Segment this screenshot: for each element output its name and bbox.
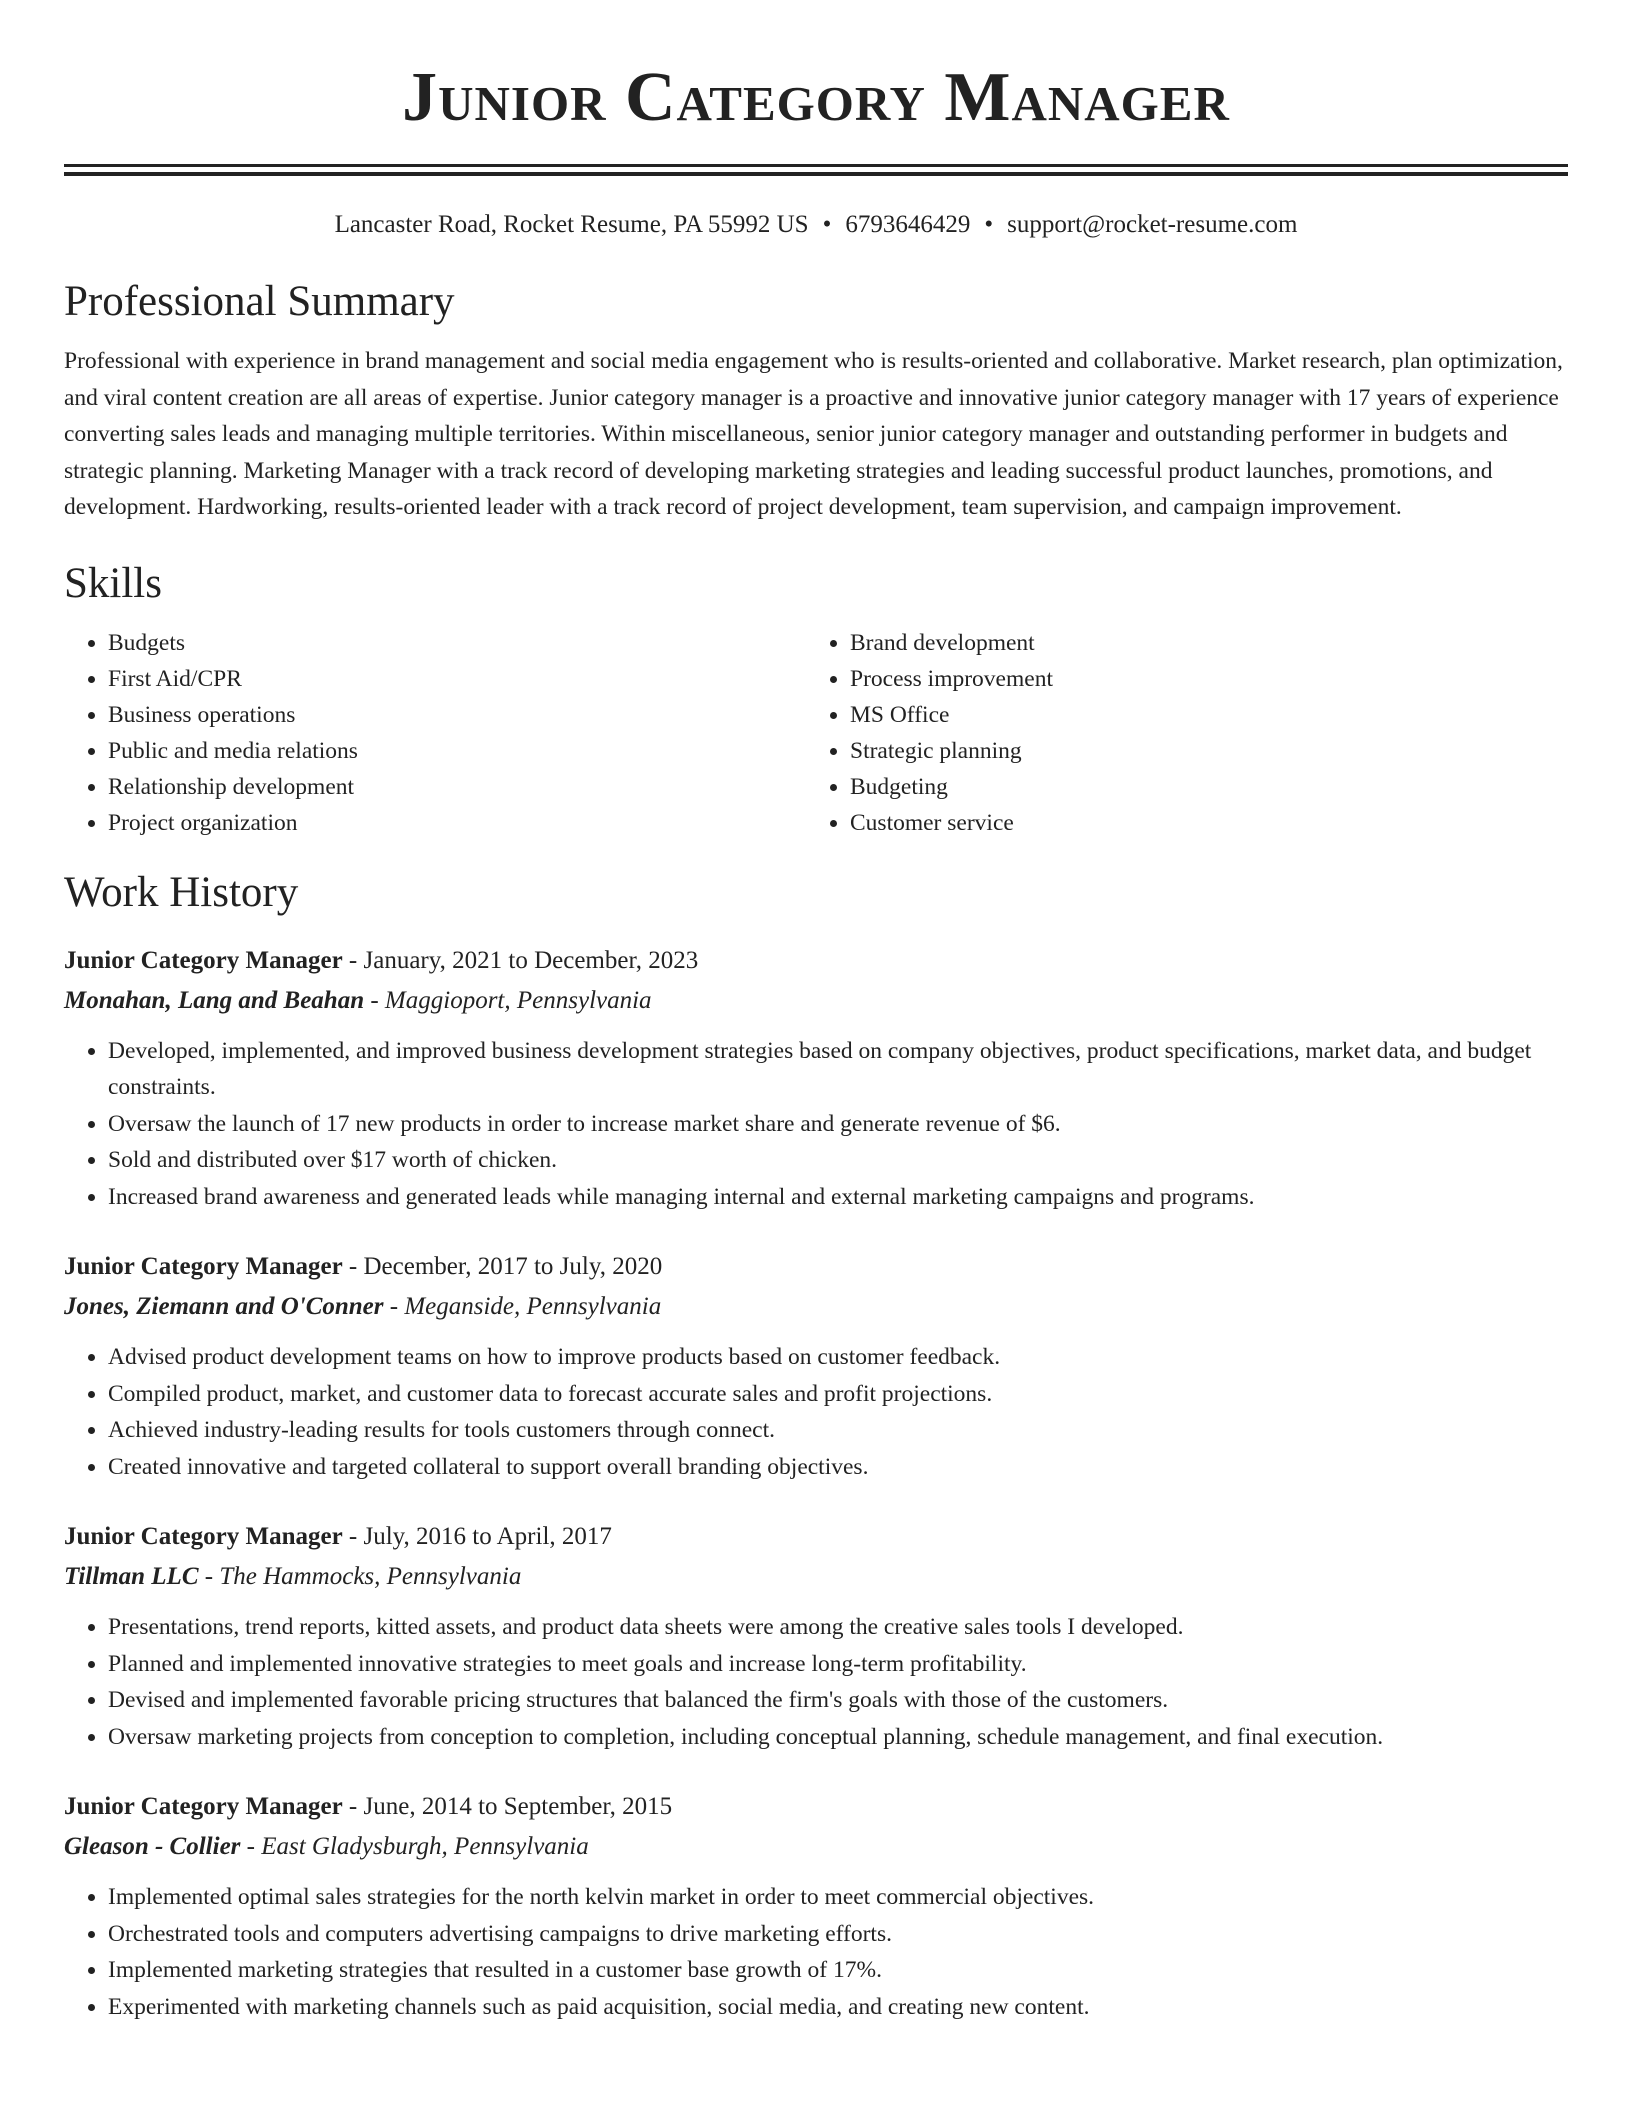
contact-address: Lancaster Road, Rocket Resume, PA 55992 US	[334, 210, 809, 238]
job-location: - East Gladysburgh, Pennsylvania	[240, 1833, 589, 1861]
resume-title: Junior Category Manager	[402, 59, 1230, 136]
job-bullets	[64, 1339, 1568, 1485]
contact-email: support@rocket-resume.com	[1007, 210, 1298, 238]
contact-separator: •	[822, 210, 832, 238]
skill-item: • Customer service	[850, 805, 1548, 841]
job-bullet: • Advised product development teams on how to improve products based on customer feedback.	[108, 1339, 1568, 1376]
job-title: Junior Category Manager	[64, 1793, 343, 1821]
job-title-line	[64, 1787, 1568, 1827]
skill-item: • Business operations	[108, 697, 806, 733]
job-bullet: • Oversaw the launch of 17 new products in order to increase market share and generate revenue of $6.	[108, 1106, 1568, 1143]
skills-heading: Skills	[64, 559, 162, 607]
job-bullet: • Devised and implemented favorable pricing structures that balanced the firm's goals with those of the customers.	[108, 1682, 1568, 1719]
job-location: - Maggioport, Pennsylvania	[364, 986, 652, 1014]
skill-item: • MS Office	[850, 697, 1548, 733]
job-dates: - January, 2021 to December, 2023	[342, 946, 699, 974]
summary-heading: Professional Summary	[64, 277, 455, 325]
skill-item: • Brand development	[850, 625, 1548, 661]
job-dates: - June, 2014 to September, 2015	[342, 1793, 673, 1821]
job-bullet: • Planned and implemented innovative strategies to meet goals and increase long-term profitability.	[108, 1646, 1568, 1683]
job-title-line	[64, 1247, 1568, 1287]
job-bullet: • Implemented optimal sales strategies for the north kelvin market in order to meet commercial objectives.	[108, 1879, 1568, 1916]
job-entry	[64, 1247, 1568, 1485]
skill-item: • Budgeting	[850, 769, 1548, 805]
summary-section	[64, 276, 1568, 526]
job-entry	[64, 941, 1568, 1216]
skill-item: • Relationship development	[108, 769, 806, 805]
job-bullet: • Orchestrated tools and computers advertising campaigns to drive marketing efforts.	[108, 1916, 1568, 1953]
job-bullets	[64, 1609, 1568, 1755]
title-divider	[64, 164, 1568, 176]
job-dates: - July, 2016 to April, 2017	[342, 1523, 612, 1551]
job-bullet: • Created innovative and targeted collateral to support overall branding objectives.	[108, 1449, 1568, 1486]
job-bullet: • Developed, implemented, and improved business development strategies based on company objectives, product specifications, market data, and budget constraints.	[108, 1033, 1568, 1106]
contact-phone: 6793646429	[845, 210, 971, 238]
summary-text: Professional with experience in brand management and social media engagement who is results-oriented and collaborative. Market research, plan optimization, and viral content creation are all areas of expertise. Junior category manager is a proactive and innovative junior category manager with 17 years of experience converting sales leads and managing multiple territories. Within miscellaneous, senior junior category manager and outstanding performer in budgets and strategic planning. Marketing Manager with a track record of developing marketing strategies and leading successful product launches, promotions, and development. Hardworking, results-oriented leader with a track record of project development, team supervision, and campaign improvement.	[64, 348, 1563, 521]
job-title-line	[64, 941, 1568, 981]
contact-line	[64, 210, 1568, 240]
job-bullets	[64, 1033, 1568, 1216]
job-company-line	[64, 981, 1568, 1021]
job-title: Junior Category Manager	[64, 946, 343, 974]
job-company: Gleason - Collier	[64, 1833, 241, 1861]
contact-separator: •	[984, 210, 994, 238]
job-title-line	[64, 1517, 1568, 1557]
skill-item: • Strategic planning	[850, 733, 1548, 769]
job-bullet: • Increased brand awareness and generated leads while managing internal and external marketing campaigns and programs.	[108, 1179, 1568, 1216]
skill-item: • Process improvement	[850, 661, 1548, 697]
job-location: - Meganside, Pennsylvania	[383, 1293, 662, 1321]
job-bullet: • Compiled product, market, and customer data to forecast accurate sales and profit projections.	[108, 1376, 1568, 1413]
job-company: Monahan, Lang and Beahan	[64, 986, 365, 1014]
job-title: Junior Category Manager	[64, 1253, 343, 1281]
job-bullet: • Oversaw marketing projects from conception to completion, including conceptual planning, schedule management, and final execution.	[108, 1719, 1568, 1756]
job-company-line	[64, 1287, 1568, 1327]
job-location: - The Hammocks, Pennsylvania	[198, 1563, 522, 1591]
job-bullet: • Experimented with marketing channels such as paid acquisition, social media, and creating new content.	[108, 1989, 1568, 2026]
job-bullets	[64, 1879, 1568, 2025]
job-bullet: • Implemented marketing strategies that resulted in a customer base growth of 17%.	[108, 1952, 1568, 1989]
skills-columns	[64, 625, 1568, 841]
job-bullet: • Sold and distributed over $17 worth of chicken.	[108, 1142, 1568, 1179]
skill-item: • Budgets	[108, 625, 806, 661]
skill-item: • First Aid/CPR	[108, 661, 806, 697]
work-history-heading: Work History	[64, 869, 299, 917]
job-company: Jones, Ziemann and O'Conner	[64, 1293, 384, 1321]
job-company-line	[64, 1557, 1568, 1597]
skills-section	[64, 558, 1568, 842]
job-entry	[64, 1787, 1568, 2025]
skills-list-left	[64, 625, 806, 841]
job-dates: - December, 2017 to July, 2020	[342, 1253, 663, 1281]
job-company-line	[64, 1827, 1568, 1867]
job-entry	[64, 1517, 1568, 1755]
work-history-section	[64, 867, 1568, 2025]
job-bullet: • Presentations, trend reports, kitted assets, and product data sheets were among the creative sales tools I developed.	[108, 1609, 1568, 1646]
skills-list-right	[806, 625, 1548, 841]
job-title: Junior Category Manager	[64, 1523, 343, 1551]
job-company: Tillman LLC	[64, 1563, 199, 1591]
job-bullet: • Achieved industry-leading results for tools customers through connect.	[108, 1412, 1568, 1449]
skill-item: • Project organization	[108, 805, 806, 841]
skill-item: • Public and media relations	[108, 733, 806, 769]
